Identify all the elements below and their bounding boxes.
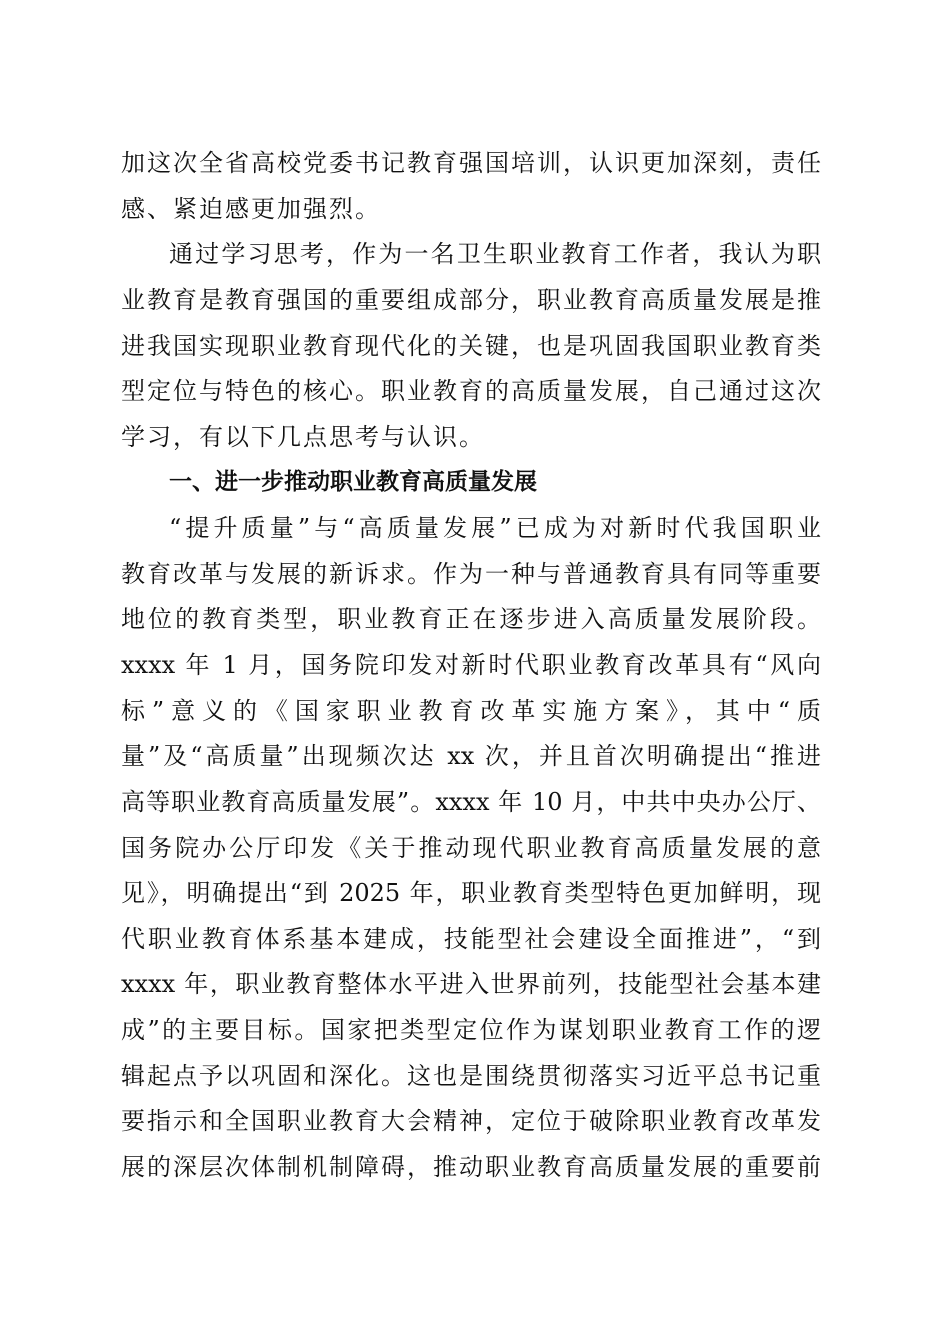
para3-line-5: 标”意义的《国家职业教育改革实施方案》，其中“质 — [121, 697, 821, 725]
para3-line-6: 量”及“高质量”出现频次达 xx 次，并且首次明确提出“推进 — [121, 742, 821, 770]
para2-line-1: 通过学习思考，作为一名卫生职业教育工作者，我认为职 — [169, 240, 821, 268]
para3-line-11: xxxx 年，职业教育整体水平进入世界前列，技能型社会基本建 — [121, 970, 821, 998]
para3-line-2: 教育改革与发展的新诉求。作为一种与普通教育具有同等重要 — [121, 560, 821, 588]
para2-line-4: 型定位与特色的核心。职业教育的高质量发展，自己通过这次 — [121, 377, 821, 405]
para3-line-8: 国务院办公厅印发《关于推动现代职业教育高质量发展的意 — [121, 834, 821, 862]
para3-line-12: 成”的主要目标。国家把类型定位作为谋划职业教育工作的逻 — [121, 1016, 821, 1044]
para3-line-14: 要指示和全国职业教育大会精神，定位于破除职业教育改革发 — [121, 1107, 821, 1135]
para3-line-3: 地位的教育类型，职业教育正在逐步进入高质量发展阶段。 — [121, 605, 821, 633]
para2-line-5: 学习，有以下几点思考与认识。 — [121, 423, 485, 451]
para3-line-7: 高等职业教育高质量发展”。xxxx 年 10 月，中共中央办公厅、 — [121, 788, 821, 816]
para3-line-1: “提升质量”与“高质量发展”已成为对新时代我国职业 — [169, 514, 821, 542]
para1-line-2: 感、紧迫感更加强烈。 — [121, 195, 381, 223]
section-heading: 一、进一步推动职业教育高质量发展 — [169, 469, 537, 495]
para1-line-1: 加这次全省高校党委书记教育强国培训，认识更加深刻，责任 — [121, 149, 821, 177]
para3-line-10: 代职业教育体系基本建成，技能型社会建设全面推进”，“到 — [121, 925, 821, 953]
para3-line-15: 展的深层次体制机制障碍，推动职业教育高质量发展的重要前 — [121, 1153, 821, 1181]
para3-line-4: xxxx 年 1 月，国务院印发对新时代职业教育改革具有“风向 — [121, 651, 821, 679]
para3-line-13: 辑起点予以巩固和深化。这也是围绕贯彻落实习近平总书记重 — [121, 1062, 821, 1090]
para2-line-3: 进我国实现职业教育现代化的关键，也是巩固我国职业教育类 — [121, 332, 821, 360]
para2-line-2: 业教育是教育强国的重要组成部分，职业教育高质量发展是推 — [121, 286, 821, 314]
para3-line-9: 见》，明确提出“到 2025 年，职业教育类型特色更加鲜明，现 — [121, 879, 821, 907]
